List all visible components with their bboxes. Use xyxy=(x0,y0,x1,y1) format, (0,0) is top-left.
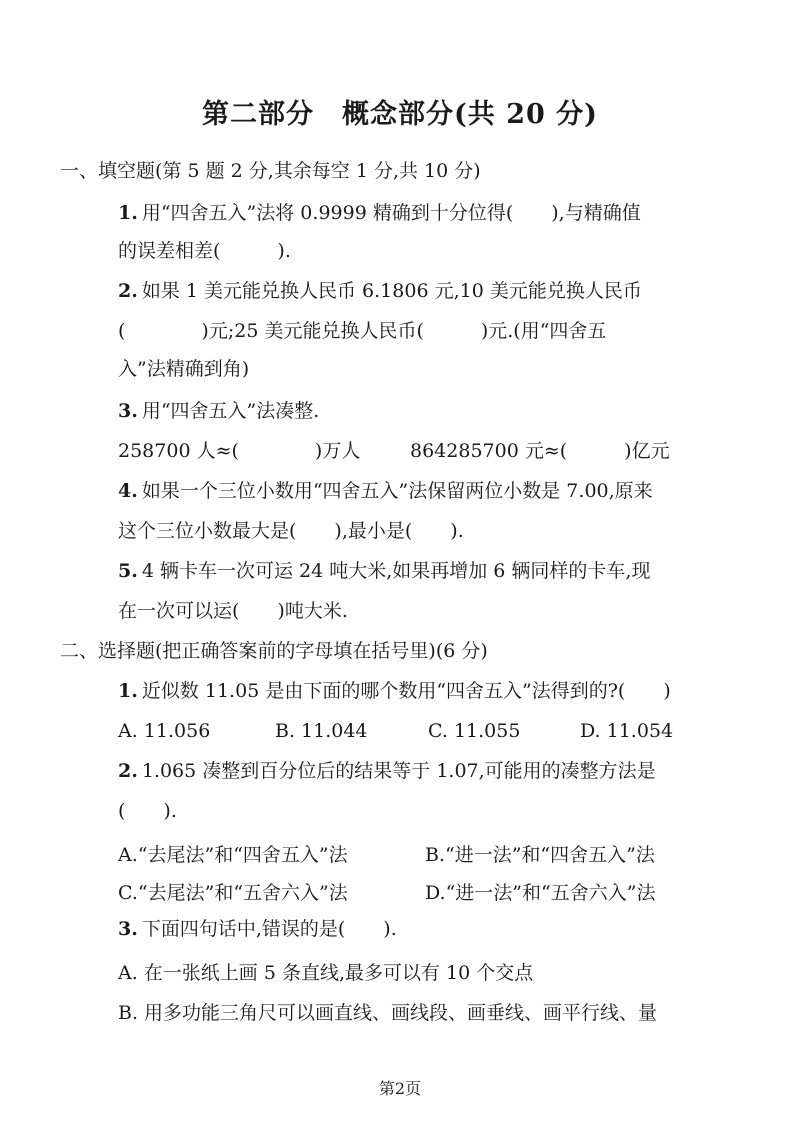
s2-q2-line1 xyxy=(118,760,656,783)
s2-q1-text1: 近似数 11.05 是由下面的哪个数用“四舍五入”法得到的?( ) xyxy=(141,680,671,702)
s2-q2-text1: 1.065 凑整到百分位后的结果等于 1.07,可能用的凑整方法是 xyxy=(141,760,656,782)
s1-q1-text1: 用“四舍五入”法将 0.9999 精确到十分位得( ),与精确值 xyxy=(141,202,641,224)
s1-q5-line2: 在一次可以运( )吨大米. xyxy=(118,600,348,622)
section2-heading: 二、选择题(把正确答案前的字母填在括号里)(6 分) xyxy=(60,640,488,662)
s2-q3-line1 xyxy=(118,918,397,941)
s1-q4-line2: 这个三位小数最大是( ),最小是( ). xyxy=(118,520,464,542)
s1-q1-number: 1. xyxy=(118,202,138,224)
s1-q1-line1 xyxy=(118,202,641,225)
s1-q4-number: 4. xyxy=(118,480,138,502)
s1-q1-line2: 的误差相差( ). xyxy=(118,240,291,262)
page-title: 第二部分 概念部分(共 20 分) xyxy=(202,99,598,130)
section1-heading: 一、填空题(第 5 题 2 分,其余每空 1 分,共 10 分) xyxy=(60,160,481,182)
s2-q1-option-c: C. 11.055 xyxy=(428,720,521,742)
s1-q2-line1 xyxy=(118,280,642,303)
s1-q3-line1 xyxy=(118,400,319,423)
s2-q3-option-b: B. 用多功能三角尺可以画直线、画线段、画垂线、画平行线、量 xyxy=(118,1002,658,1024)
s1-q4-text1: 如果一个三位小数用“四舍五入”法保留两位小数是 7.00,原来 xyxy=(141,480,653,502)
s2-q1-line1 xyxy=(118,680,671,703)
s1-q3-number: 3. xyxy=(118,400,138,422)
page-number: 第2页 xyxy=(378,1079,422,1098)
s2-q2-option-a: A.“去尾法”和“四舍五入”法 xyxy=(118,844,348,866)
s2-q2-line2: ( ). xyxy=(118,800,177,822)
s1-q2-number: 2. xyxy=(118,280,138,302)
s2-q1-option-d: D. 11.054 xyxy=(580,720,674,742)
s1-q5-text1: 4 辆卡车一次可运 24 吨大米,如果再增加 6 辆同样的卡车,现 xyxy=(141,560,651,582)
s1-q2-line3: 入”法精确到角) xyxy=(118,358,250,380)
s2-q2-option-b: B.“进一法”和“四舍五入”法 xyxy=(425,844,655,866)
s1-q3-item-b: 864285700 元≈( )亿元 xyxy=(410,440,670,462)
s1-q3-item-a: 258700 人≈( )万人 xyxy=(118,440,361,462)
s2-q1-number: 1. xyxy=(118,680,138,702)
s1-q2-text1: 如果 1 美元能兑换人民币 6.1806 元,10 美元能兑换人民币 xyxy=(141,280,642,302)
s2-q3-option-a: A. 在一张纸上画 5 条直线,最多可以有 10 个交点 xyxy=(118,962,534,984)
s2-q3-number: 3. xyxy=(118,918,138,940)
s1-q5-line1 xyxy=(118,560,650,583)
s1-q2-line2: ( )元;25 美元能兑换人民币( )元.(用“四舍五 xyxy=(118,320,607,342)
s2-q2-option-c: C.“去尾法”和“五舍六入”法 xyxy=(118,882,348,904)
s2-q1-option-b: B. 11.044 xyxy=(275,720,368,742)
s1-q3-text1: 用“四舍五入”法凑整. xyxy=(141,400,320,422)
s2-q2-number: 2. xyxy=(118,760,138,782)
s2-q2-option-d: D.“进一法”和“五舍六入”法 xyxy=(425,882,656,904)
s2-q1-option-a: A. 11.056 xyxy=(118,720,211,742)
s1-q4-line1 xyxy=(118,480,653,503)
s2-q3-text1: 下面四句话中,错误的是( ). xyxy=(141,918,397,940)
s1-q5-number: 5. xyxy=(118,560,138,582)
